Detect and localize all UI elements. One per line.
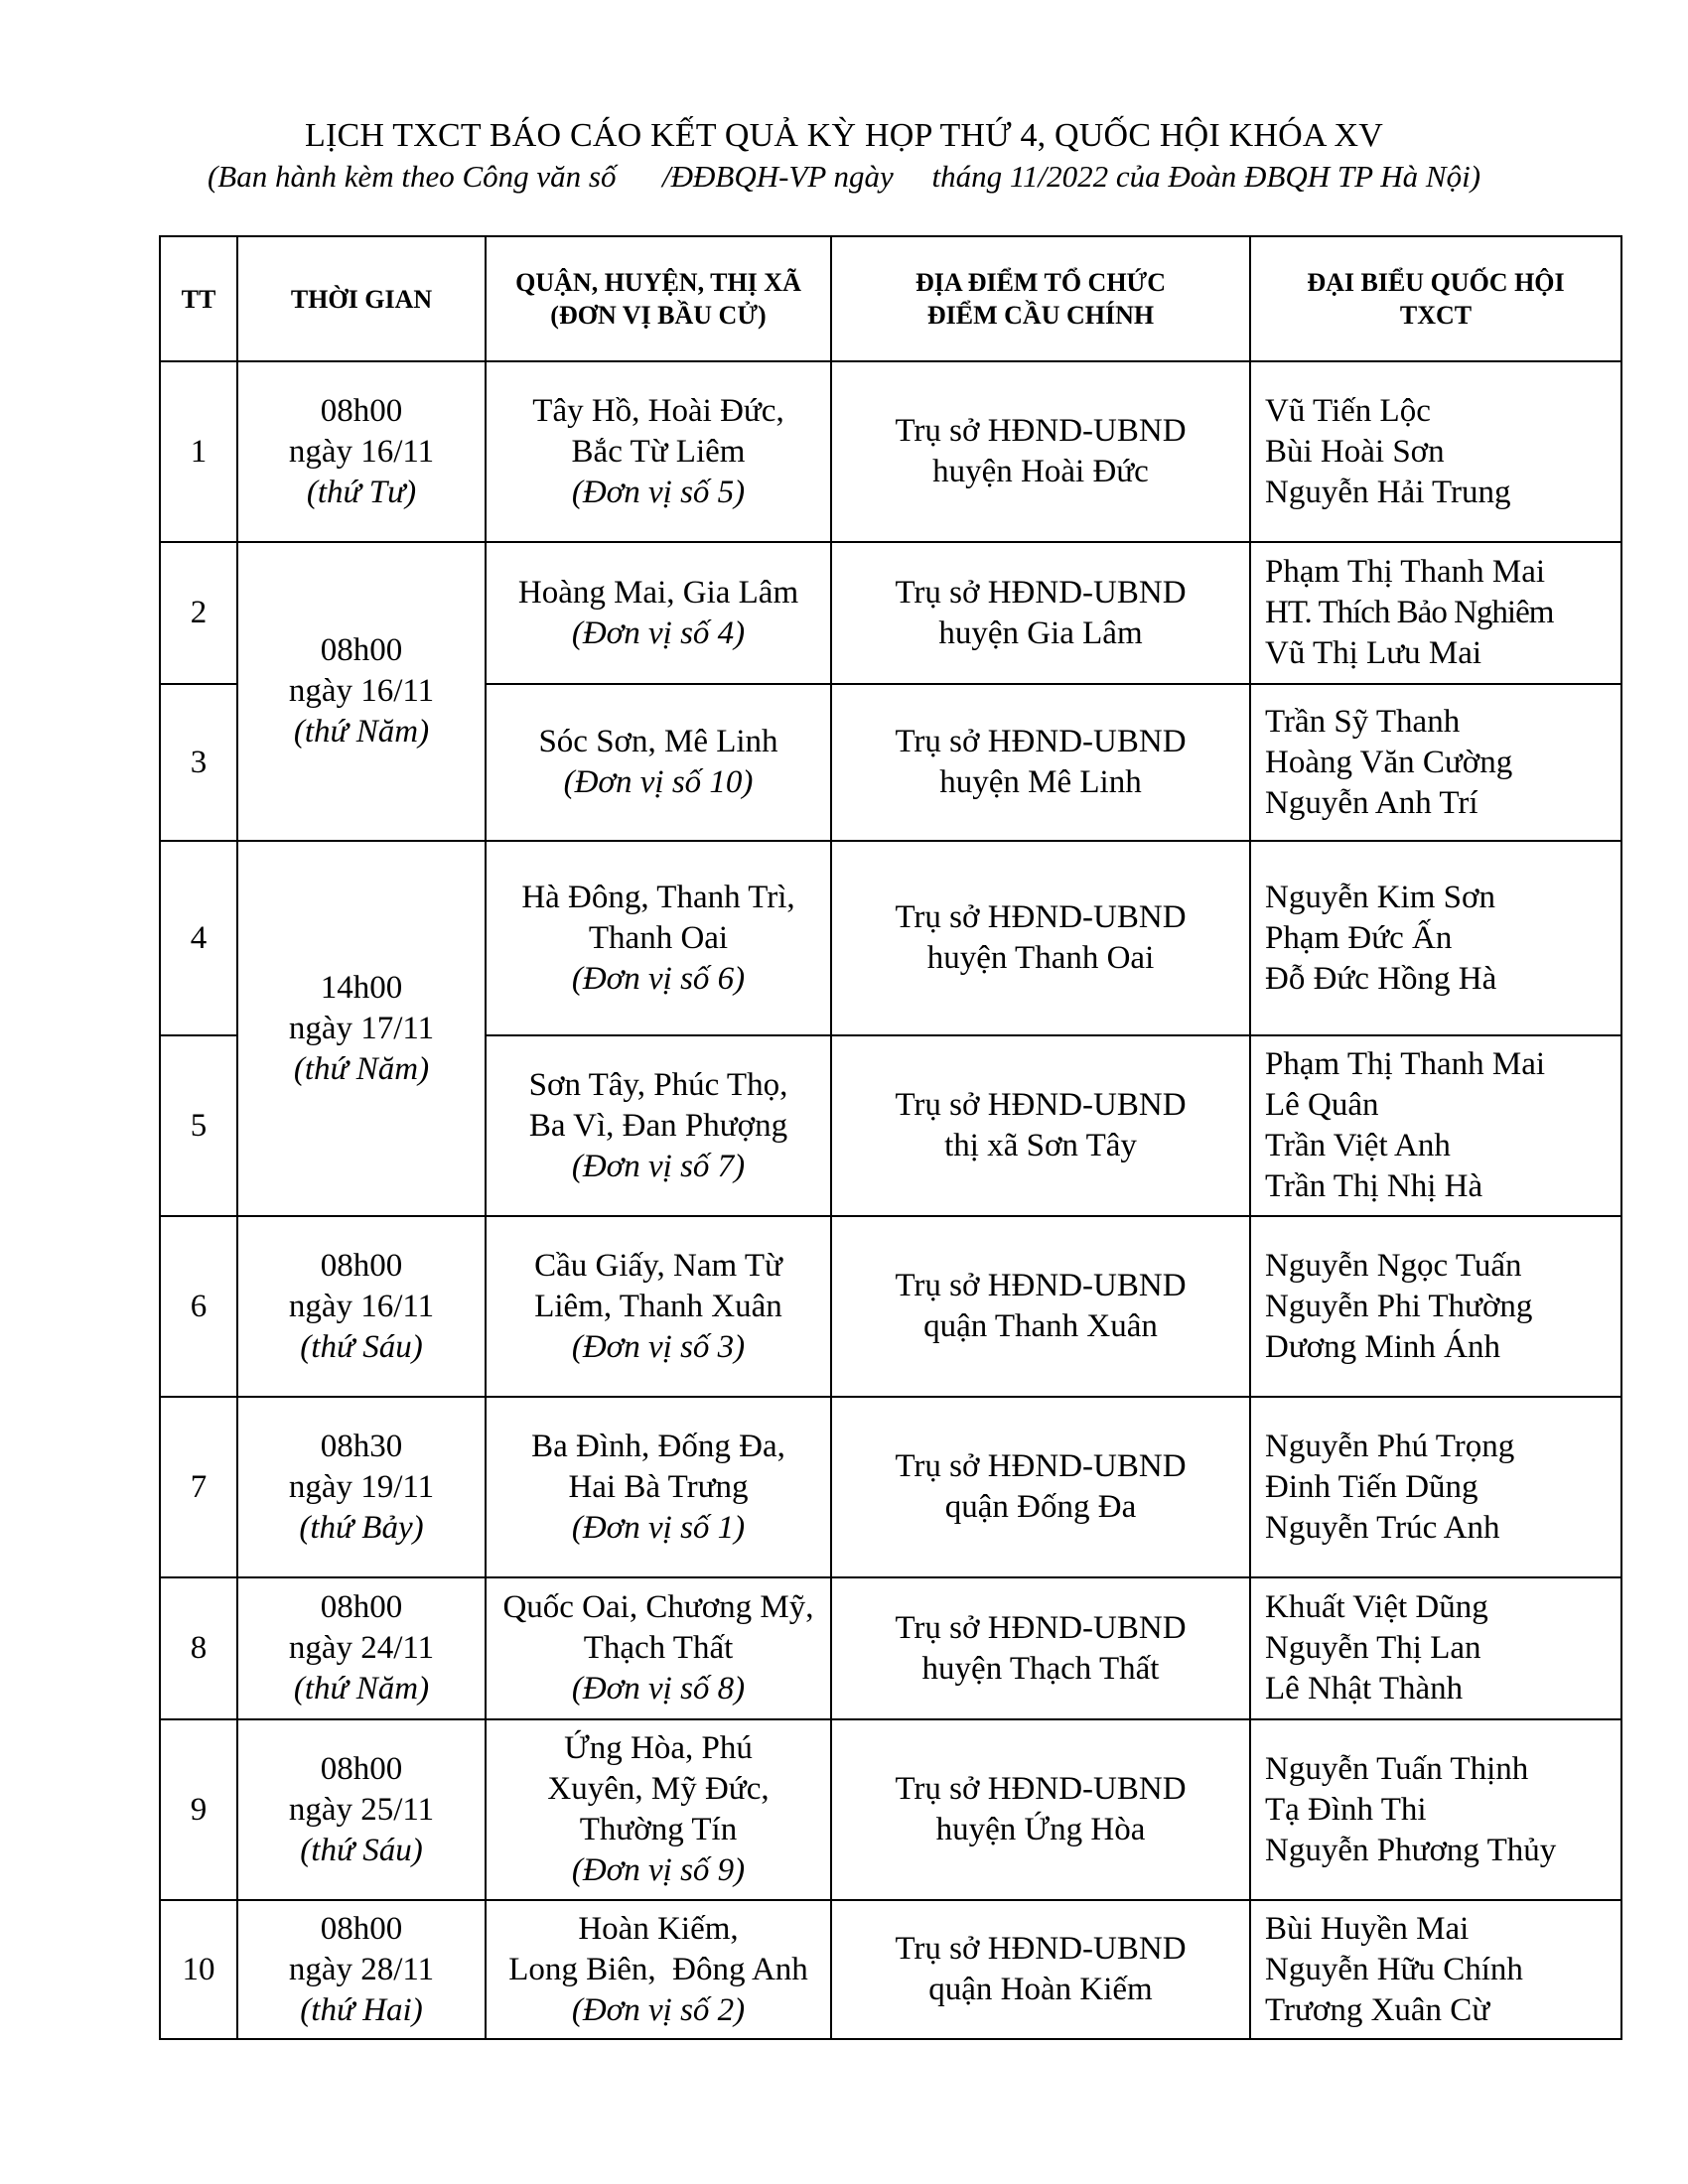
table-row (160, 1900, 1621, 2039)
row-location: Trụ sở HĐND-UBND thị xã Sơn Tây (831, 1035, 1250, 1216)
row-district: Ba Đình, Đống Đa, Hai Bà Trưng (Đơn vị số 1) (486, 1397, 831, 1577)
row-number: 5 (160, 1035, 237, 1216)
row-number: 8 (160, 1577, 237, 1719)
row-location: Trụ sở HĐND-UBND quận Thanh Xuân (831, 1216, 1250, 1397)
row-location: Trụ sở HĐND-UBND huyện Thạch Thất (831, 1577, 1250, 1719)
row-delegates: Nguyễn Phú Trọng Đinh Tiến Dũng Nguyễn Trúc Anh (1250, 1397, 1621, 1577)
header-location-line-2: ĐIỂM CẦU CHÍNH (926, 301, 1155, 330)
table-row (160, 1397, 1621, 1577)
row-delegates: Trần Sỹ Thanh Hoàng Văn Cường Nguyễn Anh Trí (1250, 684, 1621, 841)
header-district (486, 236, 831, 361)
row-time: 14h00 ngày 17/11 (thứ Năm) (237, 841, 486, 1216)
row-delegates: Khuất Việt Dũng Nguyễn Thị Lan Lê Nhật Thành (1250, 1577, 1621, 1719)
row-time: 08h00 ngày 16/11 (thứ Năm) (237, 542, 486, 841)
row-time: 08h30 ngày 19/11 (thứ Bảy) (237, 1397, 486, 1577)
row-district: Hà Đông, Thanh Trì, Thanh Oai (Đơn vị số 6) (486, 841, 831, 1035)
header-time: THỜI GIAN (237, 236, 486, 361)
row-time: 08h00 ngày 24/11 (thứ Năm) (237, 1577, 486, 1719)
row-number: 4 (160, 841, 237, 1035)
row-district: Hoàn Kiếm, Long Biên, Đông Anh (Đơn vị số 2) (486, 1900, 831, 2039)
row-district: Tây Hồ, Hoài Đức, Bắc Từ Liêm (Đơn vị số 5) (486, 361, 831, 542)
row-district: Ứng Hòa, Phú Xuyên, Mỹ Đức, Thường Tín (Đơn vị số 9) (486, 1719, 831, 1900)
document-subtitle: (Ban hành kèm theo Công văn số /ĐĐBQH-VP ngày tháng 11/2022 của Đoàn ĐBQH TP Hà Nội) (207, 159, 1481, 194)
header-delegates-line-1: ĐẠI BIỂU QUỐC HỘI (1307, 268, 1565, 297)
row-delegates: Phạm Thị Thanh Mai HT. Thích Bảo Nghiêm Vũ Thị Lưu Mai (1250, 542, 1621, 684)
row-number: 9 (160, 1719, 237, 1900)
row-delegates: Phạm Thị Thanh Mai Lê Quân Trần Việt Anh Trần Thị Nhị Hà (1250, 1035, 1621, 1216)
row-number: 10 (160, 1900, 237, 2039)
row-location: Trụ sở HĐND-UBND huyện Gia Lâm (831, 542, 1250, 684)
row-location: Trụ sở HĐND-UBND huyện Mê Linh (831, 684, 1250, 841)
header-district-line-2: (ĐƠN VỊ BẦU CỬ) (550, 301, 767, 330)
header-location-line-1: ĐỊA ĐIỂM TỔ CHỨC (914, 268, 1167, 297)
table-row (160, 361, 1621, 542)
header-district-line-1: QUẬN, HUYỆN, THỊ XÃ (515, 268, 801, 297)
row-location: Trụ sở HĐND-UBND huyện Hoài Đức (831, 361, 1250, 542)
row-district: Sơn Tây, Phúc Thọ, Ba Vì, Đan Phượng (Đơn vị số 7) (486, 1035, 831, 1216)
row-delegates: Bùi Huyền Mai Nguyễn Hữu Chính Trương Xuân Cừ (1250, 1900, 1621, 2039)
row-district: Hoàng Mai, Gia Lâm (Đơn vị số 4) (486, 542, 831, 684)
row-time: 08h00 ngày 28/11 (thứ Hai) (237, 1900, 486, 2039)
row-district: Quốc Oai, Chương Mỹ, Thạch Thất (Đơn vị số 8) (486, 1577, 831, 1719)
row-location: Trụ sở HĐND-UBND huyện Thanh Oai (831, 841, 1250, 1035)
table-header-row (160, 236, 1621, 361)
row-time: 08h00 ngày 16/11 (thứ Sáu) (237, 1216, 486, 1397)
schedule-table (159, 235, 1622, 2040)
row-delegates: Nguyễn Tuấn Thịnh Tạ Đình Thi Nguyễn Phương Thủy (1250, 1719, 1621, 1900)
header-delegates (1250, 236, 1621, 361)
row-number: 3 (160, 684, 237, 841)
header-location (831, 236, 1250, 361)
row-location: Trụ sở HĐND-UBND huyện Ứng Hòa (831, 1719, 1250, 1900)
row-time: 08h00 ngày 25/11 (thứ Sáu) (237, 1719, 486, 1900)
row-delegates: Nguyễn Ngọc Tuấn Nguyễn Phi Thường Dương Minh Ánh (1250, 1216, 1621, 1397)
row-delegates: Vũ Tiến Lộc Bùi Hoài Sơn Nguyễn Hải Trung (1250, 361, 1621, 542)
row-location: Trụ sở HĐND-UBND quận Đống Đa (831, 1397, 1250, 1577)
header-tt: TT (160, 236, 237, 361)
row-location: Trụ sở HĐND-UBND quận Hoàn Kiếm (831, 1900, 1250, 2039)
row-time: 08h00 ngày 16/11 (thứ Tư) (237, 361, 486, 542)
document-title: LỊCH TXCT BÁO CÁO KẾT QUẢ KỲ HỌP THỨ 4, QUỐC HỘI KHÓA XV (305, 117, 1383, 154)
row-district: Cầu Giấy, Nam Từ Liêm, Thanh Xuân (Đơn vị số 3) (486, 1216, 831, 1397)
table-row (160, 542, 1621, 684)
table-row (160, 841, 1621, 1035)
row-district: Sóc Sơn, Mê Linh (Đơn vị số 10) (486, 684, 831, 841)
table-row (160, 1577, 1621, 1719)
header-delegates-line-2: TXCT (1399, 301, 1473, 330)
row-number: 7 (160, 1397, 237, 1577)
row-number: 2 (160, 542, 237, 684)
table-row (160, 1216, 1621, 1397)
row-number: 1 (160, 361, 237, 542)
row-number: 6 (160, 1216, 237, 1397)
row-delegates: Nguyễn Kim Sơn Phạm Đức Ấn Đỗ Đức Hồng Hà (1250, 841, 1621, 1035)
table-row (160, 1719, 1621, 1900)
